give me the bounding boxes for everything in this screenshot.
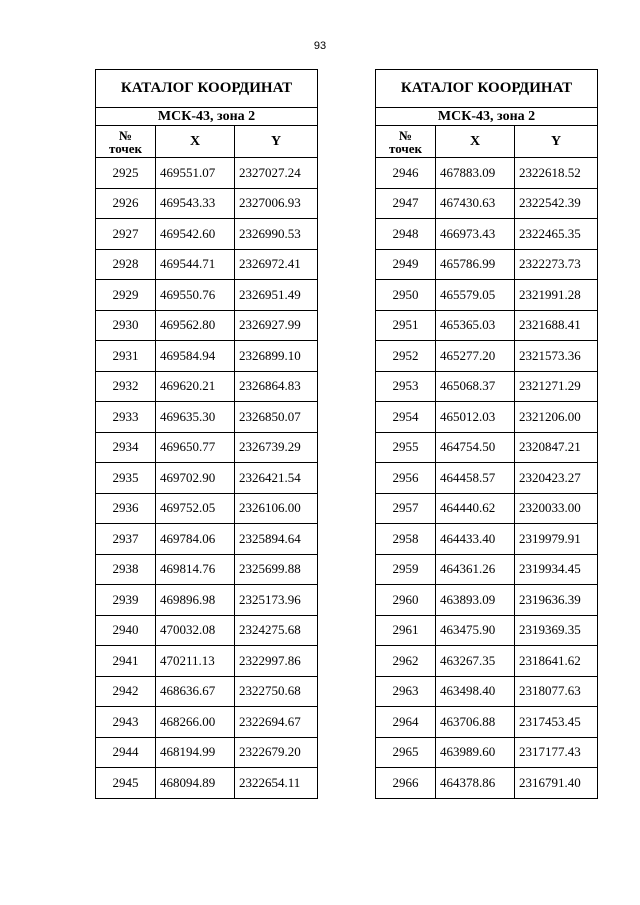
y-coordinate-cell: 2326739.29 (235, 432, 318, 463)
x-coordinate-cell: 465786.99 (436, 249, 515, 280)
y-coordinate-cell: 2322997.86 (235, 646, 318, 677)
x-coordinate-cell: 465068.37 (436, 371, 515, 402)
point-number-header (376, 126, 436, 158)
x-coordinate-cell: 470211.13 (156, 646, 235, 677)
y-coordinate-cell: 2326972.41 (235, 249, 318, 280)
x-coordinate-cell: 468266.00 (156, 707, 235, 738)
coordinate-system-subtitle: МСК-43, зона 2 (376, 108, 598, 126)
point-number-cell: 2929 (96, 280, 156, 311)
table-row (96, 158, 318, 189)
table-row (96, 341, 318, 372)
point-number-cell: 2937 (96, 524, 156, 555)
table-row (376, 219, 598, 250)
table-row (376, 402, 598, 433)
table-row (96, 432, 318, 463)
y-coordinate-cell: 2317453.45 (515, 707, 598, 738)
x-coordinate-cell: 468094.89 (156, 768, 235, 799)
point-number-cell: 2932 (96, 371, 156, 402)
point-number-cell: 2934 (96, 432, 156, 463)
y-header: Y (235, 126, 318, 158)
y-coordinate-cell: 2321688.41 (515, 310, 598, 341)
point-number-cell: 2933 (96, 402, 156, 433)
x-coordinate-cell: 469635.30 (156, 402, 235, 433)
x-coordinate-cell: 466973.43 (436, 219, 515, 250)
y-coordinate-cell: 2322694.67 (235, 707, 318, 738)
x-coordinate-cell: 469896.98 (156, 585, 235, 616)
catalog-title: КАТАЛОГ КООРДИНАТ (376, 70, 598, 108)
table-row (96, 768, 318, 799)
x-coordinate-cell: 469650.77 (156, 432, 235, 463)
table-row (96, 737, 318, 768)
x-coordinate-cell: 469620.21 (156, 371, 235, 402)
x-coordinate-cell: 463475.90 (436, 615, 515, 646)
y-coordinate-cell: 2324275.68 (235, 615, 318, 646)
x-coordinate-cell: 463989.60 (436, 737, 515, 768)
y-coordinate-cell: 2322750.68 (235, 676, 318, 707)
point-number-cell: 2966 (376, 768, 436, 799)
table-row (96, 310, 318, 341)
y-coordinate-cell: 2321573.36 (515, 341, 598, 372)
table-row (376, 158, 598, 189)
catalog-title: КАТАЛОГ КООРДИНАТ (96, 70, 318, 108)
table-body (96, 158, 318, 799)
x-coordinate-cell: 468194.99 (156, 737, 235, 768)
x-coordinate-cell: 465012.03 (436, 402, 515, 433)
point-number-cell: 2941 (96, 646, 156, 677)
point-number-cell: 2947 (376, 188, 436, 219)
y-coordinate-cell: 2322679.20 (235, 737, 318, 768)
y-coordinate-cell: 2326864.83 (235, 371, 318, 402)
table-row (376, 768, 598, 799)
point-number-cell: 2954 (376, 402, 436, 433)
table-row (376, 524, 598, 555)
point-number-cell: 2930 (96, 310, 156, 341)
x-coordinate-cell: 464378.86 (436, 768, 515, 799)
x-coordinate-cell: 469752.05 (156, 493, 235, 524)
point-number-cell: 2961 (376, 615, 436, 646)
point-number-cell: 2952 (376, 341, 436, 372)
y-coordinate-cell: 2320423.27 (515, 463, 598, 494)
y-coordinate-cell: 2318641.62 (515, 646, 598, 677)
points-label: точек (109, 140, 142, 156)
x-coordinate-cell: 467883.09 (436, 158, 515, 189)
y-coordinate-cell: 2325699.88 (235, 554, 318, 585)
table-row (376, 554, 598, 585)
x-coordinate-cell: 468636.67 (156, 676, 235, 707)
point-number-cell: 2965 (376, 737, 436, 768)
x-coordinate-cell: 463498.40 (436, 676, 515, 707)
table-row (376, 646, 598, 677)
table-row (376, 188, 598, 219)
table-row (96, 280, 318, 311)
point-number-cell: 2926 (96, 188, 156, 219)
point-number-cell: 2948 (376, 219, 436, 250)
point-number-cell: 2945 (96, 768, 156, 799)
x-header: X (156, 126, 235, 158)
table-row (376, 463, 598, 494)
point-number-cell: 2936 (96, 493, 156, 524)
table-row (376, 310, 598, 341)
table-row (376, 707, 598, 738)
table-row (96, 676, 318, 707)
table-row (96, 585, 318, 616)
x-coordinate-cell: 469562.80 (156, 310, 235, 341)
y-coordinate-cell: 2327006.93 (235, 188, 318, 219)
table-row (376, 585, 598, 616)
y-coordinate-cell: 2322465.35 (515, 219, 598, 250)
point-number-cell: 2955 (376, 432, 436, 463)
y-coordinate-cell: 2321991.28 (515, 280, 598, 311)
number-sign: № (398, 127, 413, 143)
point-number-cell: 2935 (96, 463, 156, 494)
x-coordinate-cell: 467430.63 (436, 188, 515, 219)
x-coordinate-cell: 470032.08 (156, 615, 235, 646)
point-number-cell: 2938 (96, 554, 156, 585)
table-row (96, 524, 318, 555)
x-coordinate-cell: 469544.71 (156, 249, 235, 280)
y-coordinate-cell: 2322654.11 (235, 768, 318, 799)
point-number-cell: 2942 (96, 676, 156, 707)
point-number-cell: 2949 (376, 249, 436, 280)
x-coordinate-cell: 465277.20 (436, 341, 515, 372)
table-row (96, 188, 318, 219)
point-number-cell: 2962 (376, 646, 436, 677)
x-coordinate-cell: 464458.57 (436, 463, 515, 494)
y-coordinate-cell: 2326421.54 (235, 463, 318, 494)
x-coordinate-cell: 469550.76 (156, 280, 235, 311)
y-coordinate-cell: 2326899.10 (235, 341, 318, 372)
table-row (376, 737, 598, 768)
point-number-cell: 2928 (96, 249, 156, 280)
point-number-cell: 2953 (376, 371, 436, 402)
point-number-cell: 2946 (376, 158, 436, 189)
point-number-cell: 2960 (376, 585, 436, 616)
x-header: X (436, 126, 515, 158)
x-coordinate-cell: 469702.90 (156, 463, 235, 494)
table-row (96, 371, 318, 402)
x-coordinate-cell: 469784.06 (156, 524, 235, 555)
table-row (376, 341, 598, 372)
table-row (96, 646, 318, 677)
number-sign: № (118, 127, 133, 143)
x-coordinate-cell: 464361.26 (436, 554, 515, 585)
coordinate-catalog-table-right (375, 69, 598, 799)
y-coordinate-cell: 2322542.39 (515, 188, 598, 219)
table-row (376, 432, 598, 463)
y-coordinate-cell: 2326927.99 (235, 310, 318, 341)
point-number-cell: 2956 (376, 463, 436, 494)
point-number-header (96, 126, 156, 158)
y-coordinate-cell: 2319369.35 (515, 615, 598, 646)
x-coordinate-cell: 469584.94 (156, 341, 235, 372)
y-coordinate-cell: 2319636.39 (515, 585, 598, 616)
x-coordinate-cell: 469814.76 (156, 554, 235, 585)
x-coordinate-cell: 463267.35 (436, 646, 515, 677)
y-coordinate-cell: 2316791.40 (515, 768, 598, 799)
y-coordinate-cell: 2326106.00 (235, 493, 318, 524)
table-row (96, 402, 318, 433)
point-number-cell: 2925 (96, 158, 156, 189)
point-number-cell: 2957 (376, 493, 436, 524)
point-number-cell: 2959 (376, 554, 436, 585)
y-coordinate-cell: 2320033.00 (515, 493, 598, 524)
y-coordinate-cell: 2326951.49 (235, 280, 318, 311)
y-coordinate-cell: 2321271.29 (515, 371, 598, 402)
y-coordinate-cell: 2326850.07 (235, 402, 318, 433)
table-row (376, 371, 598, 402)
point-number-cell: 2944 (96, 737, 156, 768)
y-coordinate-cell: 2326990.53 (235, 219, 318, 250)
y-coordinate-cell: 2327027.24 (235, 158, 318, 189)
y-coordinate-cell: 2319979.91 (515, 524, 598, 555)
table-row (376, 493, 598, 524)
point-number-cell: 2951 (376, 310, 436, 341)
x-coordinate-cell: 463706.88 (436, 707, 515, 738)
y-coordinate-cell: 2322618.52 (515, 158, 598, 189)
point-number-cell: 2950 (376, 280, 436, 311)
table-row (376, 676, 598, 707)
x-coordinate-cell: 464433.40 (436, 524, 515, 555)
x-coordinate-cell: 469543.33 (156, 188, 235, 219)
x-coordinate-cell: 465365.03 (436, 310, 515, 341)
y-header: Y (515, 126, 598, 158)
y-coordinate-cell: 2321206.00 (515, 402, 598, 433)
x-coordinate-cell: 465579.05 (436, 280, 515, 311)
y-coordinate-cell: 2322273.73 (515, 249, 598, 280)
y-coordinate-cell: 2325894.64 (235, 524, 318, 555)
table-body (376, 158, 598, 799)
point-number-cell: 2963 (376, 676, 436, 707)
coordinate-catalog-table-left (95, 69, 318, 799)
table-row (96, 707, 318, 738)
y-coordinate-cell: 2317177.43 (515, 737, 598, 768)
table-row (96, 615, 318, 646)
coordinate-system-subtitle: МСК-43, зона 2 (96, 108, 318, 126)
point-number-cell: 2927 (96, 219, 156, 250)
y-coordinate-cell: 2320847.21 (515, 432, 598, 463)
table-row (96, 554, 318, 585)
x-coordinate-cell: 464754.50 (436, 432, 515, 463)
table-row (376, 615, 598, 646)
point-number-cell: 2964 (376, 707, 436, 738)
x-coordinate-cell: 469551.07 (156, 158, 235, 189)
x-coordinate-cell: 463893.09 (436, 585, 515, 616)
point-number-cell: 2940 (96, 615, 156, 646)
y-coordinate-cell: 2319934.45 (515, 554, 598, 585)
point-number-cell: 2958 (376, 524, 436, 555)
table-row (96, 249, 318, 280)
table-row (96, 219, 318, 250)
point-number-cell: 2939 (96, 585, 156, 616)
y-coordinate-cell: 2325173.96 (235, 585, 318, 616)
x-coordinate-cell: 469542.60 (156, 219, 235, 250)
y-coordinate-cell: 2318077.63 (515, 676, 598, 707)
points-label: точек (389, 140, 422, 156)
x-coordinate-cell: 464440.62 (436, 493, 515, 524)
table-row (376, 280, 598, 311)
point-number-cell: 2943 (96, 707, 156, 738)
table-row (376, 249, 598, 280)
page-number: 93 (313, 40, 327, 52)
table-row (96, 493, 318, 524)
point-number-cell: 2931 (96, 341, 156, 372)
table-row (96, 463, 318, 494)
